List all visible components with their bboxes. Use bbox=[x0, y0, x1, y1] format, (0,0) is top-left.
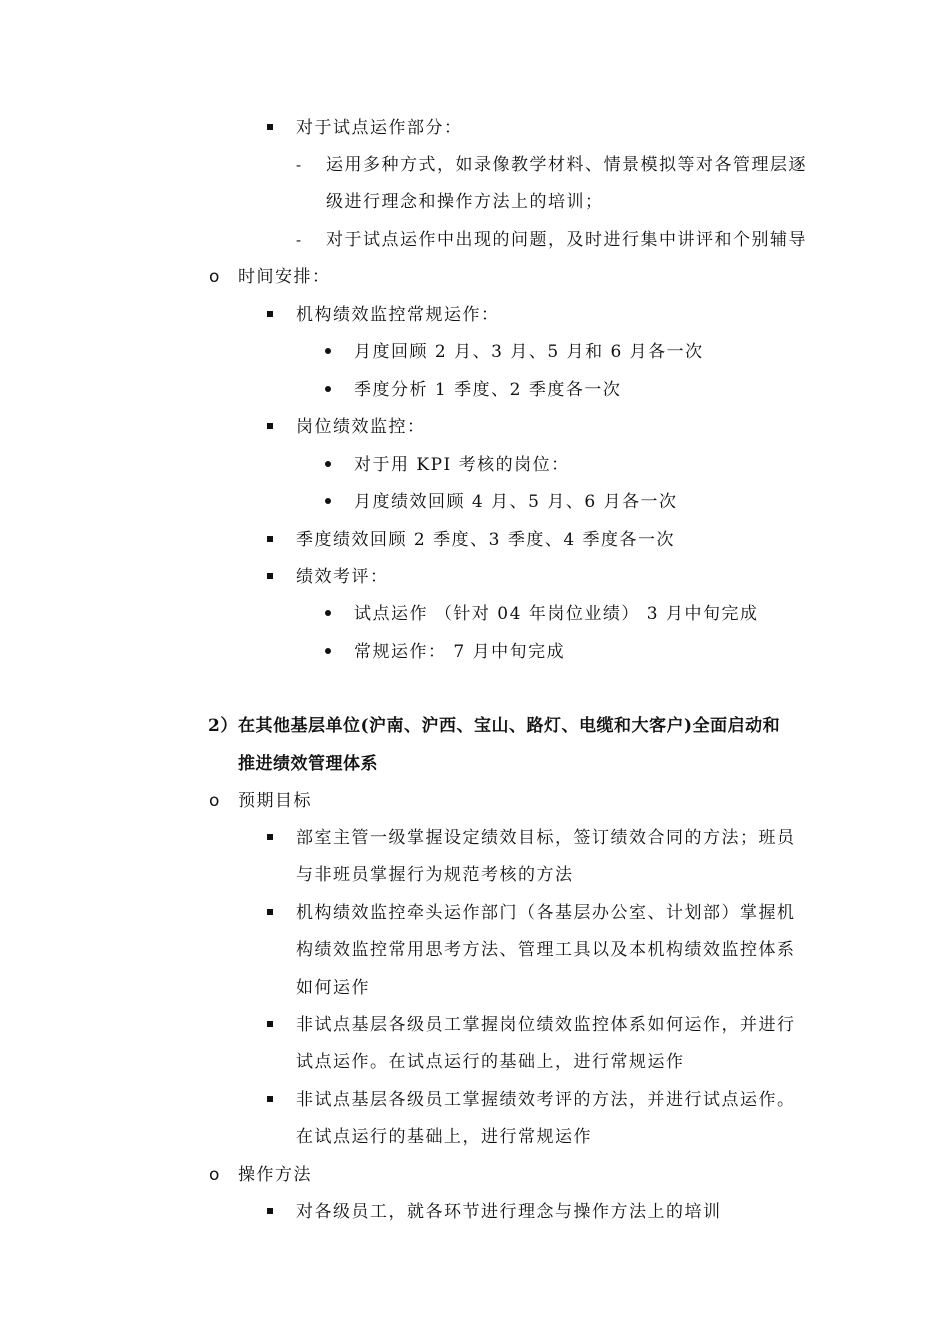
square-bullet-icon bbox=[267, 573, 273, 579]
goal2-line2: 构绩效监控常用思考方法、管理工具以及本机构绩效监控体系 bbox=[296, 940, 796, 960]
trial-item2: 对于试点运作中出现的问题，及时进行集中讲评和个别辅导 bbox=[326, 230, 807, 250]
goal1-line2: 与非班员掌握行为规范考核的方法 bbox=[296, 865, 574, 885]
goal4-line1: 非试点基层各级员工掌握绩效考评的方法，并进行试点运作。 bbox=[296, 1090, 796, 1110]
square-bullet-icon bbox=[267, 1021, 273, 1027]
section-heading-line1: 在其他基层单位(沪南、沪西、宝山、路灯、电缆和大客户)全面启动和 bbox=[238, 716, 781, 736]
square-bullet-icon bbox=[267, 423, 273, 429]
square-bullet-icon bbox=[267, 311, 273, 317]
appraisal-title: 绩效考评： bbox=[296, 567, 389, 587]
square-bullet-icon bbox=[267, 834, 273, 840]
section-number: 2） bbox=[208, 716, 238, 736]
goal2-line3: 如何运作 bbox=[296, 978, 370, 998]
quarter-review: 季度绩效回顾 2 季度、3 季度、4 季度各一次 bbox=[296, 530, 676, 550]
org-monitor-item1: 月度回顾 2 月、3 月、5 月和 6 月各一次 bbox=[354, 342, 704, 362]
dash-marker: - bbox=[296, 156, 303, 174]
post-monitor-item1: 对于用 KPI 考核的岗位： bbox=[354, 455, 570, 475]
square-bullet-icon bbox=[267, 124, 273, 130]
dot-bullet-icon bbox=[325, 348, 331, 354]
dot-bullet-icon bbox=[325, 386, 331, 392]
section-heading-line2: 推进绩效管理体系 bbox=[238, 754, 378, 774]
appraisal-item2: 常规运作： 7 月中旬完成 bbox=[354, 642, 566, 662]
square-bullet-icon bbox=[267, 1208, 273, 1214]
method1: 对各级员工，就各环节进行理念与操作方法上的培训 bbox=[296, 1202, 722, 1222]
dash-marker: - bbox=[296, 231, 303, 249]
schedule-title: 时间安排： bbox=[238, 267, 331, 287]
trial-item1-line1: 运用多种方式，如录像教学材料、情景模拟等对各管理层逐 bbox=[326, 155, 807, 175]
goal3-line1: 非试点基层各级员工掌握岗位绩效监控体系如何运作，并进行 bbox=[296, 1015, 796, 1035]
circle-bullet-icon: o bbox=[209, 267, 221, 287]
goal2-line1: 机构绩效监控牵头运作部门（各基层办公室、计划部）掌握机 bbox=[296, 903, 796, 923]
square-bullet-icon bbox=[267, 536, 273, 542]
square-bullet-icon bbox=[267, 909, 273, 915]
goal-title: 预期目标 bbox=[238, 791, 312, 811]
dot-bullet-icon bbox=[325, 610, 331, 616]
method-title: 操作方法 bbox=[238, 1165, 312, 1185]
goal3-line2: 试点运作。在试点运行的基础上，进行常规运作 bbox=[296, 1052, 685, 1072]
appraisal-item1: 试点运作 （针对 04 年岗位业绩） 3 月中旬完成 bbox=[354, 604, 759, 624]
circle-bullet-icon: o bbox=[209, 791, 221, 811]
goal4-line2: 在试点运行的基础上，进行常规运作 bbox=[296, 1127, 592, 1147]
trial-item1-line2: 级进行理念和操作方法上的培训； bbox=[326, 192, 604, 212]
post-monitor-item2: 月度绩效回顾 4 月、5 月、6 月各一次 bbox=[354, 492, 678, 512]
post-monitor-title: 岗位绩效监控： bbox=[296, 417, 426, 437]
goal1-line1: 部室主管一级掌握设定绩效目标，签订绩效合同的方法；班员 bbox=[296, 828, 796, 848]
dot-bullet-icon bbox=[325, 461, 331, 467]
dot-bullet-icon bbox=[325, 648, 331, 654]
org-monitor-title: 机构绩效监控常规运作： bbox=[296, 305, 500, 325]
dot-bullet-icon bbox=[325, 498, 331, 504]
square-bullet-icon bbox=[267, 1096, 273, 1102]
circle-bullet-icon: o bbox=[209, 1165, 221, 1185]
trial-title: 对于试点运作部分： bbox=[296, 118, 463, 138]
org-monitor-item2: 季度分析 1 季度、2 季度各一次 bbox=[354, 380, 622, 400]
